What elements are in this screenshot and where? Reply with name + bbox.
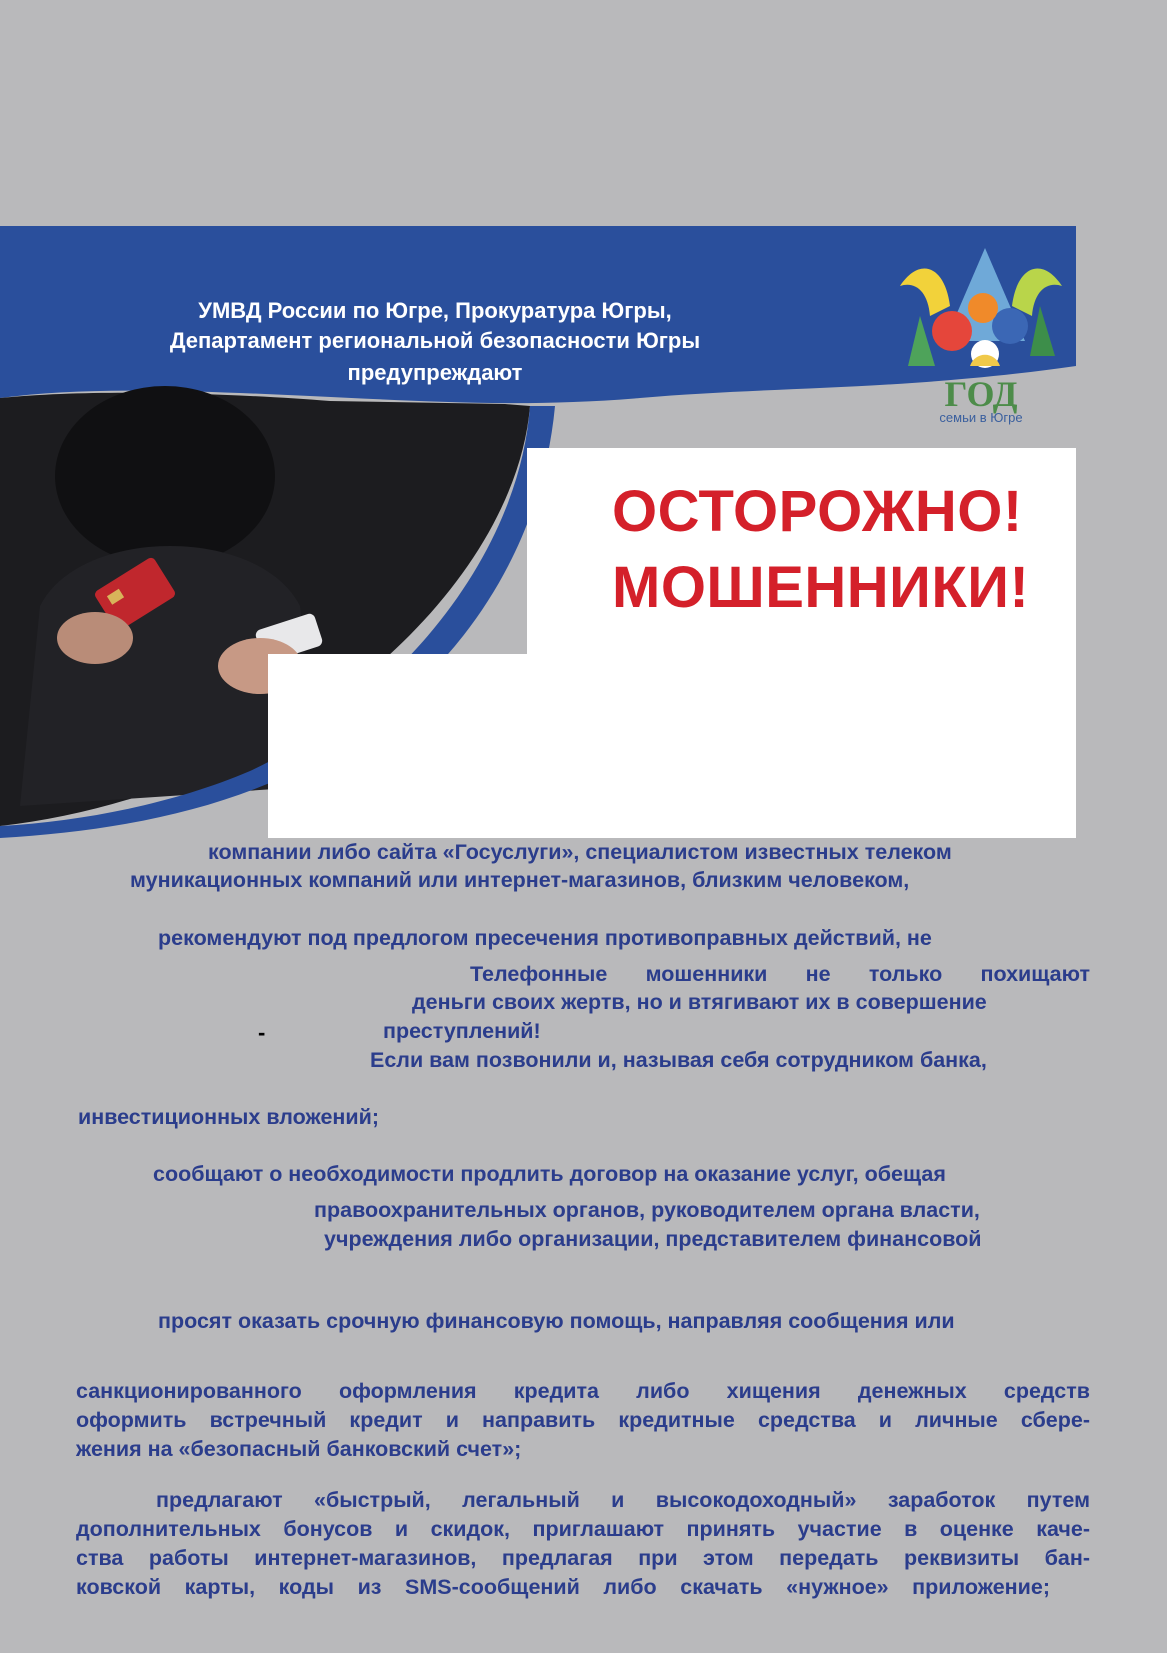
body-line-3: рекомендуют под предлогом пресечения противоправных действий, не [158,926,932,950]
warning-headline [612,474,1029,626]
body-line-4: Телефонные мошенники не только похищают [470,962,1090,986]
issuer-line-1: УМВД России по Югре, Прокуратура Югры, [198,298,672,323]
body-line-13: санкционированного оформления кредита либо хищения денежных средств [76,1379,1090,1403]
logo-subtitle: семьи в Югре [939,410,1023,425]
logo-title: ГОД [944,374,1018,414]
year-of-family-logo [890,246,1072,426]
body-line-5: деньги своих жертв, но и втягивают их в совершение [412,990,987,1014]
issuer-block [120,296,750,388]
body-line-18: ства работы интернет-магазинов, предлагая при этом передать реквизиты бан- [76,1546,1090,1570]
warning-banner [0,226,1076,838]
body-line-9: сообщают о необходимости продлить договор на оказание услуг, обещая [153,1162,946,1186]
body-line-11: учреждения либо организации, представителем финансовой [324,1227,982,1251]
body-line-10: правоохранительных органов, руководителем органа власти, [314,1198,980,1222]
body-line-19: ковской карты, коды из SMS-сообщений либо скачать «нужное» приложение; [76,1575,1050,1599]
body-line-15: жения на «безопасный банковский счет»; [76,1437,522,1461]
body-line-14: оформить встречный кредит и направить кредитные средства и личные сбере- [76,1408,1090,1432]
body-line-1: компании либо сайта «Госуслуги», специалистом известных телеком [208,840,952,864]
body-line-17: дополнительных бонусов и скидок, приглашают принять участие в оценке каче- [76,1517,1090,1541]
headline-line-1: ОСТОРОЖНО! [612,479,1023,544]
bullet-dash: - [258,1020,266,1045]
body-line-8: инвестиционных вложений; [78,1105,379,1129]
body-line-12: просят оказать срочную финансовую помощь, направляя сообщения или [158,1309,955,1333]
issuer-line-3: предупреждают [347,360,523,385]
issuer-line-2: Департамент региональной безопасности Югры [169,328,701,353]
body-line-16: предлагают «быстрый, легальный и высокодоходный» заработок путем [156,1488,1090,1512]
body-line-7: Если вам позвонили и, называя себя сотрудником банка, [370,1048,987,1072]
headline-line-2: МОШЕННИКИ! [612,555,1030,620]
body-line-2: муникационных компаний или интернет-магазинов, близким человеком, [130,868,910,892]
body-line-6: преступлений! [383,1019,541,1043]
